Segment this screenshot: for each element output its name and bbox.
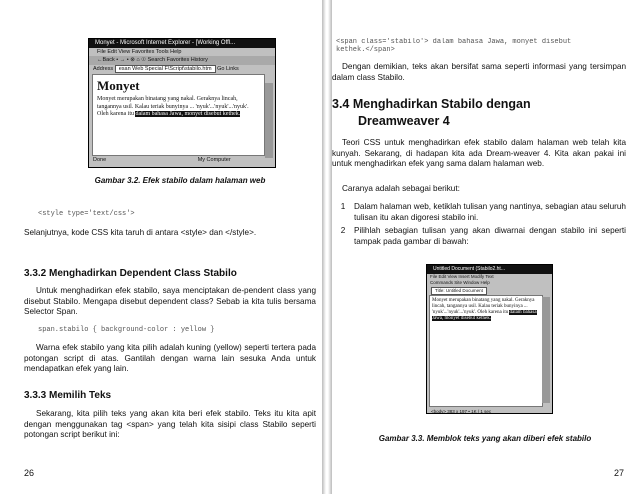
address-label: Address (93, 66, 114, 72)
dreamweaver-screenshot (426, 264, 553, 414)
browser-address-bar (89, 65, 275, 74)
paragraph-conclusion: Dengan demikian, teks akan bersifat sama seperti informasi yang tersimpan dalam class Stabilo. (332, 62, 626, 82)
paragraph-dreamweaver-intro: Teori CSS untuk menghadirkan efek stabilo dalam halaman web telah kita kunyah. Sekarang, di hadapan kita ada Dream-weaver 4. Kita akan pakai ini untuk menghadirkan efek yang sama dalam halaman web. (332, 138, 626, 168)
browser-content (92, 74, 265, 156)
paragraph-dependent-class: Untuk menghadirkan efek stabilo, saya menciptakan de-pendent class yang disebut Stabilo. Mengapa disebut dependent class? Sebab ia kita tulis bersama Selector Span. (24, 286, 316, 316)
status-done: Done (93, 157, 107, 163)
dreamweaver-toolbar (427, 286, 552, 295)
figure-caption-3-2: Gambar 3.2. Efek stabilo dalam halaman web (94, 176, 266, 185)
dreamweaver-title-bar: Untitled Document (Stabilo2.ht... (427, 265, 552, 274)
browser-menu-bar: File Edit View Favorites Tools Help (97, 49, 182, 55)
paragraph-steps-intro: Caranya adalah sebagai berikut: (342, 184, 460, 193)
dreamweaver-design-view (429, 295, 543, 407)
webpage-body (97, 96, 260, 119)
browser-screenshot (88, 38, 276, 168)
code-style-tag: <style type='text/css'> (38, 210, 135, 218)
list-item-text: Pilihlah sebagian tulisan yang akan diwarnai dengan stabilo ini seperti tampak pada gambar di bawah: (354, 226, 626, 246)
browser-status-bar (89, 156, 275, 165)
browser-toolbar: ←Back • → • ⊗ ⌂ ☉ Search Favorites History (89, 56, 275, 65)
stabilo-highlight: dalam bahasa Jawa, monyet disebut kethek. (135, 111, 241, 117)
section-heading-3-3-3: 3.3.3 Memilih Teks (24, 390, 112, 401)
page-number-right: 27 (614, 468, 625, 478)
book-gutter (322, 0, 332, 494)
paragraph-css-placement: Selanjutnya, kode CSS kita taruh di antara <style> dan </style>. (24, 228, 257, 237)
list-item (332, 226, 626, 247)
section-heading-3-3-2: 3.3.2 Menghadirkan Dependent Class Stabilo (24, 268, 237, 279)
list-item-number: 1 (340, 202, 346, 211)
list-item (332, 202, 626, 223)
dreamweaver-menu-bar: File Edit View Insert Modify Text (430, 274, 494, 279)
page-number-left: 26 (24, 468, 35, 478)
paragraph-select-text: Sekarang, kita pilih teks yang akan kita beri efek stabilo. Teks itu kita apit dengan menggunakan tag <span> yang telah kita sisipi class Stabilo seperti potongan script berikut ini: (24, 409, 316, 439)
section-heading-3-4-line-1: 3.4 Menghadirkan Stabilo dengan (332, 97, 531, 111)
code-span-stabilo: span.stabilo { background-color : yellow } (38, 326, 215, 334)
links-button: Links (225, 66, 239, 72)
code-span-line-1: <span class='stabilo'> dalam bahasa Jawa, monyet disebut (336, 38, 572, 46)
paragraph-yellow-color: Warna efek stabilo yang kita pilih adalah kuning (yellow) seperti tertera pada potongan script di atas. Gantilah dengan warna lain sesuka Anda untuk mendapatkan efek yang lain. (24, 343, 316, 373)
section-heading-3-4-line-2: Dreamweaver 4 (358, 114, 450, 128)
list-item-text: Dalam halaman web, ketiklah tulisan yang nantinya, sebagian atau seluruh tulisan itu akan digoresi stabilo ini. (354, 202, 626, 222)
design-view-body (432, 298, 540, 322)
webpage-heading: Monyet (97, 78, 140, 93)
webpage-body-text: Monyet merupakan binatang yang nakal. Geraknya lincah, tangannya usil. Kalau teriak bunyinya ... 'nyuk'...'nyuk'...'nyuk'. Oleh karena itu (97, 96, 249, 117)
browser-scrollbar (265, 83, 273, 158)
dreamweaver-status-bar: <body> 383 x 197 • 1K / 1 sec (431, 409, 492, 414)
figure-caption-3-3: Gambar 3.3. Memblok teks yang akan diberi efek stabilo (378, 434, 592, 443)
design-view-text: Monyet merupakan binatang yang nakal. Geraknya lincah, tangannya usil. Kalau teriak bunyinya ... 'nyuk'...'nyuk'...'nyuk'. Oleh karena itu (432, 298, 535, 315)
go-button: Go (217, 66, 225, 72)
status-zone: My Computer (197, 157, 231, 163)
steps-list (332, 202, 626, 247)
address-field: esan Web Special F\Script\stabilo.htm (115, 65, 216, 73)
document-title-field: Title: Untitled Document (431, 287, 487, 295)
dreamweaver-scrollbar (542, 297, 550, 403)
dreamweaver-menu-bar-2: Commands Site Window Help (430, 280, 490, 285)
browser-title-bar: Monyet - Microsoft Internet Explorer - [Working Offl... (89, 39, 275, 48)
right-page (332, 0, 638, 494)
selected-text-block: dalam bahasa Jawa, monyet disebut kethek. (432, 310, 537, 321)
code-span-line-2: kethek.</span> (336, 46, 395, 54)
list-item-number: 2 (340, 226, 346, 235)
